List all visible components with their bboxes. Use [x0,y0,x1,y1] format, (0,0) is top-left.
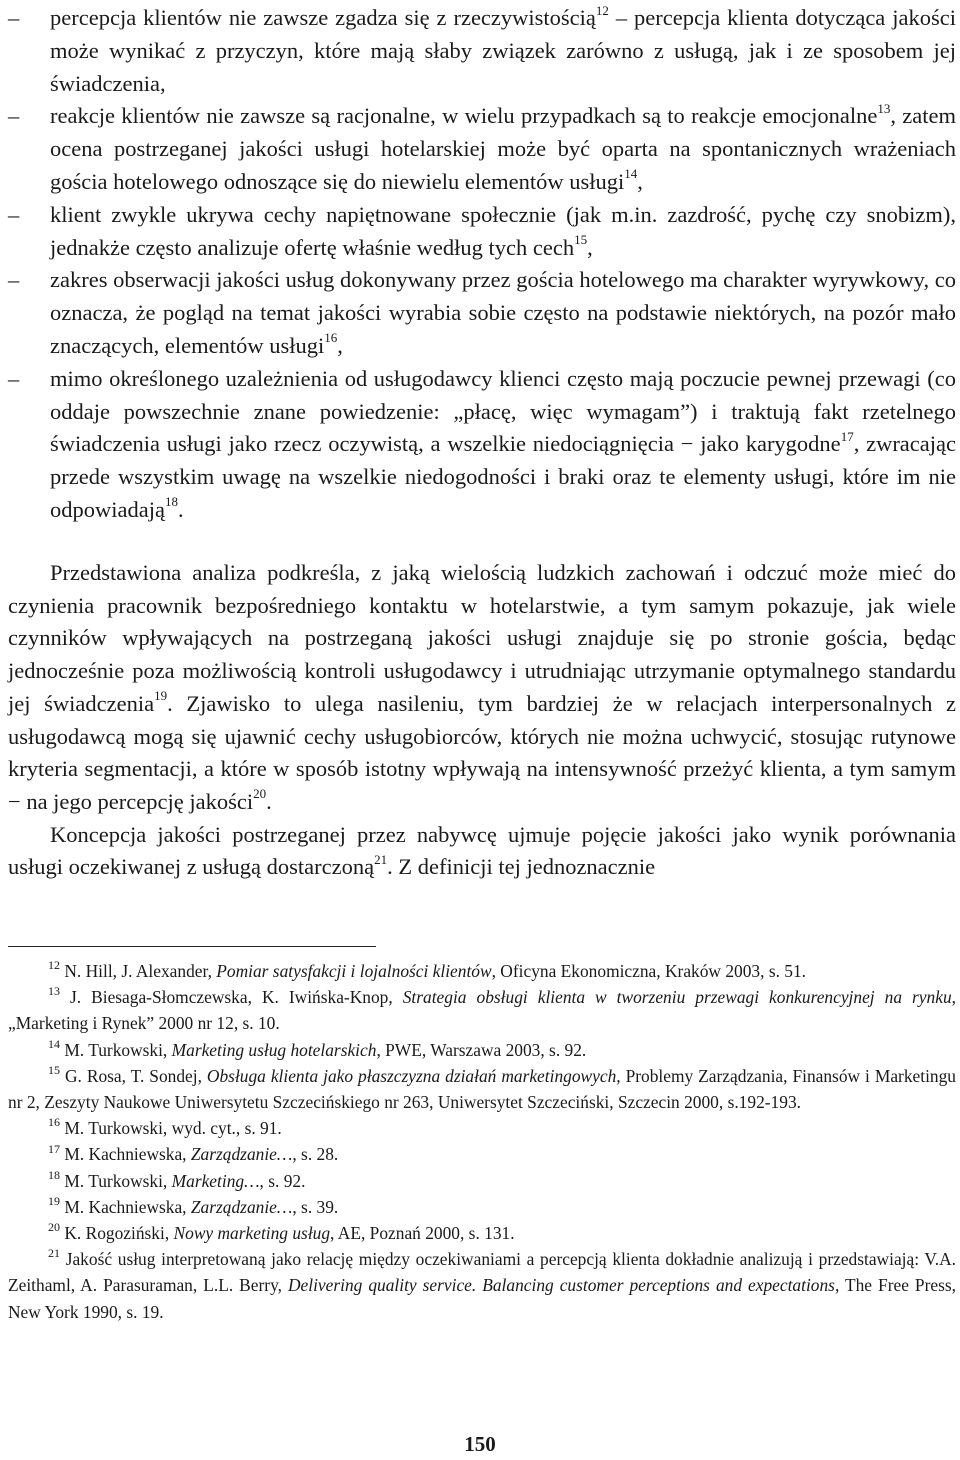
footnote-number: 19 [48,1194,60,1209]
footnote-number: 17 [48,1141,60,1156]
paragraph: Koncepcja jakości postrzeganej przez nabywcę ujmuje pojęcie jakości jako wynik porównania usługi oczekiwanej z usługą dostarczoną$^{21}$. Z definicji tej jednoznacznie [8,821,956,880]
bullet-item: – mimo określonego uzależnienia od usługodawcy klienci często mają poczucie pewnej przewagi (co oddaje powszechnie znane powiedzenie: „płacę, więc wymagam”) i traktują fakt rzetelnego świadczenia usługi jako rzecz oczywistą, a wszelkie niedociągnięcia − jako karygodne$^{17}$, zwracając przede wszystkim uwagę na wszelkie niedogodności i braki oraz te elementy usługi, które im nie odpowiadają$^{18}$. [8,363,956,527]
bullet-item: – percepcja klientów nie zawsze zgadza się z rzeczywistością$^{12}$ – percepcja klienta dotycząca jakości może wynikać z przyczyn, które mają słaby związek zarówno z usługą, jak i ze sposobem jej świadczenia, [8,2,956,96]
footnote-ref: 19 [154,688,168,704]
footnote-ref: 17 [840,428,854,444]
footnote-number: 20 [48,1220,60,1235]
body-text [8,557,956,884]
bullet-item: – zakres obserwacji jakości usług dokonywany przez gościa hotelowego ma charakter wyrywkowy, co oznacza, że pogląd na temat jakości wyrabia sobie często na podstawie niektórych, na pozór mało znaczących, elementów usługi$^{16}$, [8,264,956,362]
page-number: 150 [464,1432,496,1456]
footnote-number: 14 [48,1036,60,1051]
bullet-item: – klient zwykle ukrywa cechy napiętnowane społecznie (jak m.in. zazdrość, pychę czy snobizm), jednakże często analizuje ofertę właśnie według tych cech$^{15}$, [8,199,956,265]
footnote-ref: 18 [164,494,178,510]
footnote: $^{12}$ N. Hill, J. Alexander, Pomiar satysfakcji i lojalności klientów, Oficyna Ekonomiczna, Kraków 2003, s. 51. [48,958,807,981]
bullet-item: – reakcje klientów nie zawsze są racjonalne, w wielu przypadkach są to reakcje emocjonalne$^{13}$, zatem ocena postrzeganej jakości usługi hotelarskiej może być oparta na spontanicznych wrażeniach gościa hotelowego odnoszące się do niewielu elementów usługi$^{14}$, [8,100,956,194]
footnote-ref: 12 [595,2,609,18]
dash-marker: – [8,5,20,30]
footnote: $^{20}$ K. Rogoziński, Nowy marketing usług, AE, Poznań 2000, s. 131. [48,1220,515,1244]
footnote: $^{18}$ M. Turkowski, Marketing…, s. 92. [48,1167,306,1191]
footnote: $^{13}$ J. Biesaga-Słomczewska, K. Iwińska-Knop, Strategia obsługi klienta w tworzeniu przewagi konkurencyjnej na rynku, „Marketing i Rynek” 2000 nr 12, s. 10. [8,984,956,1034]
footnote: $^{21}$ Jakość usług interpretowaną jako relację między oczekiwaniami a percepcją klienta dokładnie analizują i przedstawiają: V.A. Zeithaml, A. Parasuraman, L.L. Berry, Delivering quality service. Balancing customer perceptions and expectations, The Free Press, New York 1990, s. 19. [8,1246,956,1322]
dash-marker: – [8,201,20,227]
footnote-ref: 16 [324,330,338,346]
footnote-ref: 21 [374,851,388,867]
dash-marker: – [8,103,20,129]
footnote-number: 18 [48,1167,60,1182]
bullet-list [8,2,956,527]
footnote: $^{17}$ M. Kachniewska, Zarządzanie…, s. 28. [48,1141,339,1165]
footnote: $^{16}$ M. Turkowski, wyd. cyt., s. 91. [48,1115,282,1139]
footnote: $^{14}$ M. Turkowski, Marketing usług hotelarskich, PWE, Warszawa 2003, s. 92. [48,1036,587,1060]
footnote-number: 21 [48,1246,60,1261]
footnote-separator [8,946,376,947]
paragraph: Przedstawiona analiza podkreśla, z jaką wielością ludzkich zachowań i odczuć może mieć do czynienia pracownik bezpośredniego kontaktu w hotelarstwie, a tym samym pokazuje, jak wiele czynników wpływających na postrzeganą jakości usługi znajduje się po stronie gościa, będąc jednocześnie poza możliwością kontroli usługodawcy i utrudniając utrzymanie optymalnego standardu jej świadczenia$^{19}$. Zjawisko to ulega nasileniu, tym bardziej że w relacjach interpersonalnych z usługodawcą mogą się ujawnić cechy usługobiorców, których nie można uchwycić, stosując rutynowe kryteria segmentacji, a które w sposób istotny wpływają na intensywność przeżyć klienta, a tym samym − na jego percepcję jakości$^{20}$. [8,560,956,814]
dash-marker: – [8,267,20,293]
footnote: $^{15}$ G. Rosa, T. Sondej, Obsługa klienta jako płaszczyzna działań marketingowych, Problemy Zarządzania, Finansów i Marketingu nr 2, Zeszyty Naukowe Uniwersytetu Szczecińskiego nr 263, Uniwersytet Szczeciński, Szczecin 2000, s.192-193. [8,1063,956,1113]
footnote-ref: 20 [253,786,267,802]
footnote-number: 15 [48,1063,60,1078]
footnote: $^{19}$ M. Kachniewska, Zarządzanie…, s. 39. [48,1194,339,1217]
footnote-ref: 14 [624,166,638,182]
footnote-ref: 15 [574,232,588,248]
footnote-number: 13 [48,984,60,999]
footnote-number: 16 [48,1115,60,1130]
footnote-number: 12 [48,958,60,973]
footnotes [8,958,956,1325]
footnote-ref: 13 [877,100,891,116]
dash-marker: – [8,365,20,391]
